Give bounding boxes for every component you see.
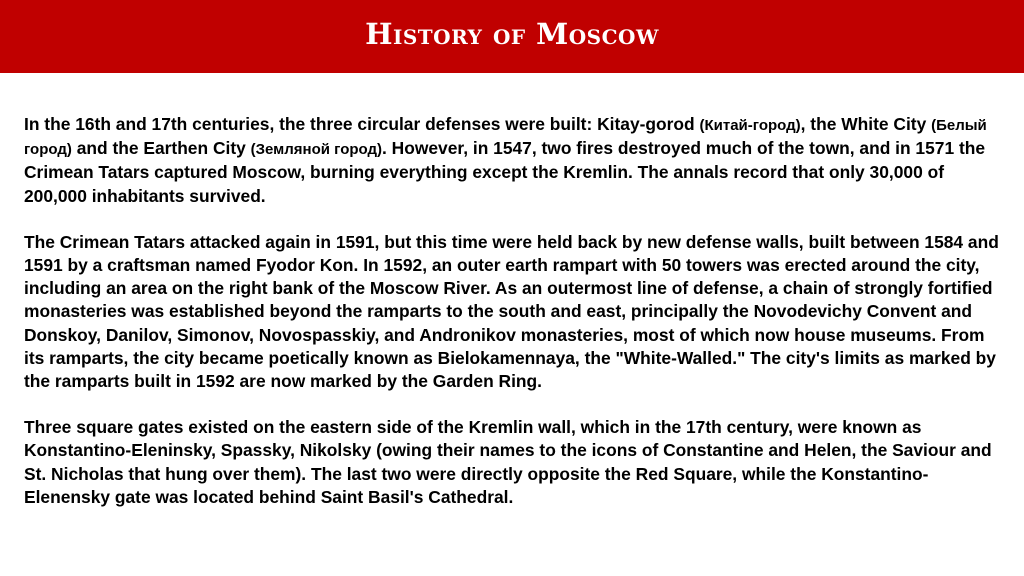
paragraph-defenses [24,113,1009,208]
paragraph-gates: Three square gates existed on the eastern side of the Kremlin wall, which in the 17th century, were known as Konstantino-Eleninsky, Spassky, Nikolsky (owing their names to the icons of Constantine and Helen, the Saviour and St. Nicholas that hung over them). The last two were directly opposite the Red Square, while the Konstantino-Elenensky gate was located behind Saint Basil's Cathedral. [24,417,992,507]
russian-name-kitay-gorod: (Китай-город) [699,117,801,134]
paragraph-text: . However, in 1547, two fires destroyed much of the town, and in 1571 the Crimean Tatars captured Moscow, burning everything except the Kremlin. The annals record that only 30,000 of 200,000 inhabitants survived. [24,138,986,206]
title-bar [0,0,1024,73]
slide-body [24,113,1009,532]
russian-name-earthen-city: (Земляной город) [250,141,383,159]
paragraph-text: , the White City [800,114,932,134]
paragraph-text: In the 16th and 17th centuries, the three circular defenses were built: Kitay-gorod [24,114,700,134]
paragraph-ramparts: The Crimean Tatars attacked again in 1591, but this time were held back by new defense walls, built between 1584 and 1591 by a craftsman named Fyodor Kon. In 1592, an outer earth rampart with 50 towers was erected around the city, including an area on the right bank of the Moscow River. As an outermost line of defense, a chain of strongly fortified monasteries was established beyond the ramparts to the south and east, principally the Novodevichy Convent and Donskoy, Danilov, Simonov, Novospasskiy, and Andronikov monasteries, most of which now house museums. From its ramparts, the city became poetically known as Bielokamennaya, the "White-Walled." The city's limits as marked by the ramparts built in 1592 are now marked by the Garden Ring. [24,231,999,392]
russian-name-white-city: (Белый город) [24,117,987,159]
paragraph-text: and the Earthen City [71,138,251,159]
slide-title: History of Moscow [365,16,659,51]
